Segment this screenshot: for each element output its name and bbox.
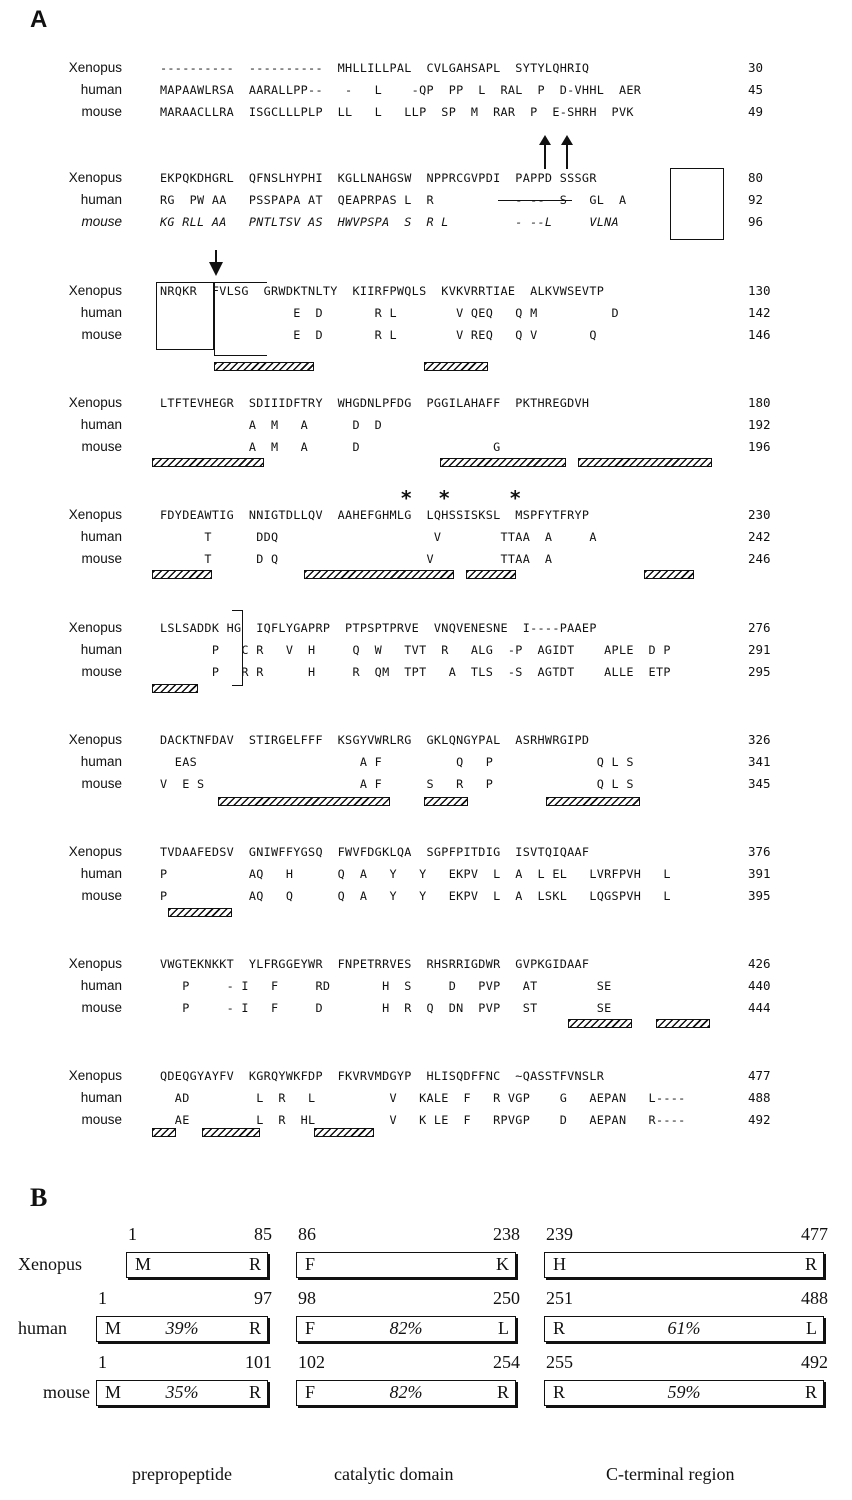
panel-a-label: A (30, 6, 48, 33)
processing-site-arrow-icon (206, 250, 226, 278)
residue-count: 230 (748, 507, 771, 522)
sequence-row: EKPQKDHGRL QFNSLHYPHI KGLLNAHGSW NPPRCGVPDI PAPPD SSSGR (160, 171, 597, 185)
domain-last-residue: L (806, 1318, 817, 1338)
residue-count: 180 (748, 395, 771, 410)
sequence-row: MAPAAWLRSA AARALLPP-- - L -QP PP L RAL P D-VHHL AER (160, 83, 642, 97)
domain-last-residue: R (248, 1318, 261, 1338)
panel-b-label: B (30, 1183, 48, 1212)
domain-start-position: 1 (128, 1224, 137, 1244)
domain-identity-percent: 59% (667, 1382, 701, 1402)
sequence-row: V E S A F S R P Q L S (160, 777, 634, 791)
species-label: mouse (81, 1112, 122, 1127)
residue-count: 341 (748, 754, 771, 769)
domain-start-position: 255 (546, 1352, 573, 1372)
species-label: mouse (81, 1000, 122, 1015)
species-label: human (80, 866, 122, 881)
secondary-structure-bar (424, 797, 468, 806)
residue-count: 192 (748, 417, 771, 432)
domain-start-position: 1 (98, 1288, 107, 1308)
domain-first-residue: R (553, 1382, 566, 1402)
domain-first-residue: M (105, 1318, 122, 1338)
sequence-row: MARAACLLRA ISGCLLLPLP LL L LLP SP M RAR P E-SHRH PVK (160, 105, 634, 119)
residue-count: 49 (748, 104, 764, 119)
sequence-row: RG PW AA PSSPAPA AT QEAPRPAS L R - -- S GL A (160, 193, 627, 207)
species-label: Xenopus (68, 844, 122, 859)
species-label: Xenopus (68, 732, 122, 747)
residue-count: 426 (748, 956, 771, 971)
domain-identity-percent: 35% (165, 1382, 199, 1402)
furin-site-box (670, 168, 724, 240)
species-label: Xenopus (68, 1068, 122, 1083)
cysteine-switch-underline (498, 200, 572, 201)
domain-species-label: human (18, 1318, 67, 1338)
secondary-structure-bar (656, 1019, 710, 1028)
secondary-structure-bar (644, 570, 694, 579)
domain-box (126, 1252, 268, 1278)
residue-count: 391 (748, 866, 771, 881)
sequence-row: KG RLL AA PNTLTSV AS HWVPSPA S R L - --L VLNA (160, 215, 619, 229)
residue-count: 492 (748, 1112, 771, 1127)
species-label: human (80, 192, 122, 207)
domain-first-residue: R (553, 1318, 566, 1338)
species-label: human (80, 1090, 122, 1105)
species-label: Xenopus (68, 395, 122, 410)
species-label: human (80, 82, 122, 97)
secondary-structure-bar (546, 797, 640, 806)
domain-start-position: 1 (98, 1352, 107, 1372)
species-label: human (80, 305, 122, 320)
domain-start-position: 98 (298, 1288, 316, 1308)
domain-first-residue: F (305, 1318, 316, 1338)
domain-last-residue: R (804, 1254, 817, 1274)
residue-count: 276 (748, 620, 771, 635)
residue-count: 196 (748, 439, 771, 454)
sequence-row: VWGTEKNKKT YLFRGGEYWR FNPETRRVES RHSRRIGDWR GVPKGIDAAF (160, 957, 590, 971)
species-label: mouse (81, 327, 122, 342)
sequence-row: LTFTEVHEGR SDIIIDFTRY WHGDNLPFDG PGGILAHAFF PKTHREGDVH (160, 396, 590, 410)
species-label: human (80, 529, 122, 544)
residue-count: 376 (748, 844, 771, 859)
sequence-row: T DDQ V TTAA A A (160, 530, 597, 544)
species-label: mouse (81, 104, 122, 119)
sequence-row: AD L R L V KALE F R VGP G AEPAN L---- (160, 1091, 686, 1105)
sequence-row: P C R V H Q W TVT R ALG -P AGIDT APLE D P (160, 643, 671, 657)
furin-site-box (156, 282, 214, 350)
domain-first-residue: H (553, 1254, 566, 1274)
sequence-row: E D R L V REQ Q V Q (160, 328, 597, 342)
residue-count: 45 (748, 82, 764, 97)
residue-count: 242 (748, 529, 771, 544)
sequence-row: TVDAAFEDSV GNIWFFYGSQ FWVFDGKLQA SGPFPITDIG ISVTQIQAAF (160, 845, 590, 859)
residue-count: 440 (748, 978, 771, 993)
secondary-structure-bar (424, 362, 488, 371)
species-label: human (80, 754, 122, 769)
species-label: Xenopus (68, 283, 122, 298)
domain-end-position: 488 (801, 1288, 828, 1308)
domain-box (96, 1380, 268, 1406)
sequence-row: P - I F D H R Q DN PVP ST SE (160, 1001, 612, 1015)
secondary-structure-bar (314, 1128, 374, 1137)
domain-last-residue: R (248, 1382, 261, 1402)
domain-last-residue: L (498, 1318, 509, 1338)
secondary-structure-bar (152, 458, 264, 467)
residue-count: 142 (748, 305, 771, 320)
domain-end-position: 492 (801, 1352, 828, 1372)
residue-count: 80 (748, 170, 764, 185)
zinc-binding-star-icon: * (401, 486, 412, 510)
residue-count: 295 (748, 664, 771, 679)
catalytic-end-bracket (232, 610, 243, 686)
secondary-structure-bar (214, 362, 314, 371)
secondary-structure-bar (152, 1128, 176, 1137)
caption-c-terminal-region: C-terminal region (606, 1464, 735, 1484)
domain-box (296, 1316, 516, 1342)
species-label: Xenopus (68, 620, 122, 635)
secondary-structure-bar (152, 570, 212, 579)
domain-first-residue: F (305, 1382, 316, 1402)
sequence-row: T D Q V TTAA A (160, 552, 553, 566)
domain-end-position: 85 (254, 1224, 272, 1244)
species-label: Xenopus (68, 60, 122, 75)
domain-start-position: 251 (546, 1288, 573, 1308)
domain-identity-percent: 82% (389, 1318, 423, 1338)
domain-first-residue: F (305, 1254, 316, 1274)
catalytic-start-bracket (214, 282, 267, 356)
domain-start-position: 239 (546, 1224, 573, 1244)
residue-count: 326 (748, 732, 771, 747)
domain-end-position: 254 (493, 1352, 520, 1372)
secondary-structure-bar (304, 570, 454, 579)
residue-count: 395 (748, 888, 771, 903)
species-label: human (80, 417, 122, 432)
secondary-structure-bar (568, 1019, 632, 1028)
domain-end-position: 101 (245, 1352, 272, 1372)
domain-box (544, 1380, 824, 1406)
residue-count: 96 (748, 214, 764, 229)
sequence-row: P - I F RD H S D PVP AT SE (160, 979, 612, 993)
secondary-structure-bar (152, 684, 198, 693)
sequence-row: LSLSADDK HG IQFLYGAPRP PTPSPTPRVE VNQVENESNE I----PAAEP (160, 621, 597, 635)
sequence-row: ---------- ---------- MHLLILLPAL CVLGAHSAPL SYTYLQHRIQ (160, 61, 590, 75)
secondary-structure-bar (578, 458, 712, 467)
cleavage-arrow-icon (560, 135, 574, 169)
domain-identity-percent: 82% (389, 1382, 423, 1402)
residue-count: 345 (748, 776, 771, 791)
secondary-structure-bar (218, 797, 390, 806)
caption-catalytic-domain: catalytic domain (334, 1464, 454, 1484)
species-label: mouse (81, 776, 122, 791)
sequence-row: QDEQGYAYFV KGRQYWKFDP FKVRVMDGYP HLISQDFFNC ~QASSTFVNSLR (160, 1069, 605, 1083)
domain-last-residue: R (804, 1382, 817, 1402)
species-label: Xenopus (68, 956, 122, 971)
sequence-row: P AQ H Q A Y Y EKPV L A L EL LVRFPVH L (160, 867, 671, 881)
domain-first-residue: M (135, 1254, 152, 1274)
zinc-binding-star-icon: * (510, 486, 521, 510)
secondary-structure-bar (466, 570, 516, 579)
sequence-row: E D R L V QEQ Q M D (160, 306, 619, 320)
domain-end-position: 97 (254, 1288, 272, 1308)
species-label: Xenopus (68, 170, 122, 185)
secondary-structure-bar (202, 1128, 260, 1137)
species-label: mouse (81, 214, 122, 229)
residue-count: 146 (748, 327, 771, 342)
domain-end-position: 238 (493, 1224, 520, 1244)
domain-box (544, 1316, 824, 1342)
sequence-row: DACKTNFDAV STIRGELFFF KSGYVWRLRG GKLQNGYPAL ASRHWRGIPD (160, 733, 590, 747)
zinc-binding-star-icon: * (439, 486, 450, 510)
domain-last-residue: K (496, 1254, 509, 1274)
domain-first-residue: M (105, 1382, 122, 1402)
species-label: human (80, 642, 122, 657)
residue-count: 291 (748, 642, 771, 657)
residue-count: 477 (748, 1068, 771, 1083)
domain-box (96, 1316, 268, 1342)
residue-count: 488 (748, 1090, 771, 1105)
sequence-row: P R R H R QM TPT A TLS -S AGTDT ALLE ETP (160, 665, 671, 679)
secondary-structure-bar (440, 458, 566, 467)
domain-identity-percent: 61% (667, 1318, 701, 1338)
secondary-structure-bar (168, 908, 232, 917)
domain-box (296, 1252, 516, 1278)
domain-identity-percent: 39% (165, 1318, 199, 1338)
domain-box (544, 1252, 824, 1278)
domain-species-label: mouse (43, 1382, 90, 1402)
domain-last-residue: R (248, 1254, 261, 1274)
sequence-row: A M A D D (160, 418, 383, 432)
residue-count: 30 (748, 60, 764, 75)
caption-prepropeptide: prepropeptide (132, 1464, 232, 1484)
species-label: mouse (81, 888, 122, 903)
domain-last-residue: R (496, 1382, 509, 1402)
species-label: mouse (81, 551, 122, 566)
sequence-row: FDYDEAWTIG NNIGTDLLQV AAHEFGHMLG LQHSSISKSL MSPFYTFRYP (160, 508, 590, 522)
domain-box (296, 1380, 516, 1406)
species-label: human (80, 978, 122, 993)
species-label: mouse (81, 439, 122, 454)
domain-end-position: 250 (493, 1288, 520, 1308)
residue-count: 130 (748, 283, 771, 298)
species-label: Xenopus (68, 507, 122, 522)
residue-count: 444 (748, 1000, 771, 1015)
sequence-row: P AQ Q Q A Y Y EKPV L A LSKL LQGSPVH L (160, 889, 671, 903)
domain-species-label: Xenopus (18, 1254, 82, 1274)
sequence-row: NRQKR FVLSG GRWDKTNLTY KIIRFPWQLS KVKVRRTIAE ALKVWSEVTP (160, 284, 605, 298)
cleavage-arrow-icon (538, 135, 552, 169)
domain-start-position: 86 (298, 1224, 316, 1244)
domain-start-position: 102 (298, 1352, 325, 1372)
residue-count: 246 (748, 551, 771, 566)
domain-end-position: 477 (801, 1224, 828, 1244)
residue-count: 92 (748, 192, 764, 207)
sequence-row: AE L R HL V K LE F RPVGP D AEPAN R---- (160, 1113, 686, 1127)
species-label: mouse (81, 664, 122, 679)
sequence-row: A M A D G (160, 440, 501, 454)
sequence-row: EAS A F Q P Q L S (160, 755, 634, 769)
